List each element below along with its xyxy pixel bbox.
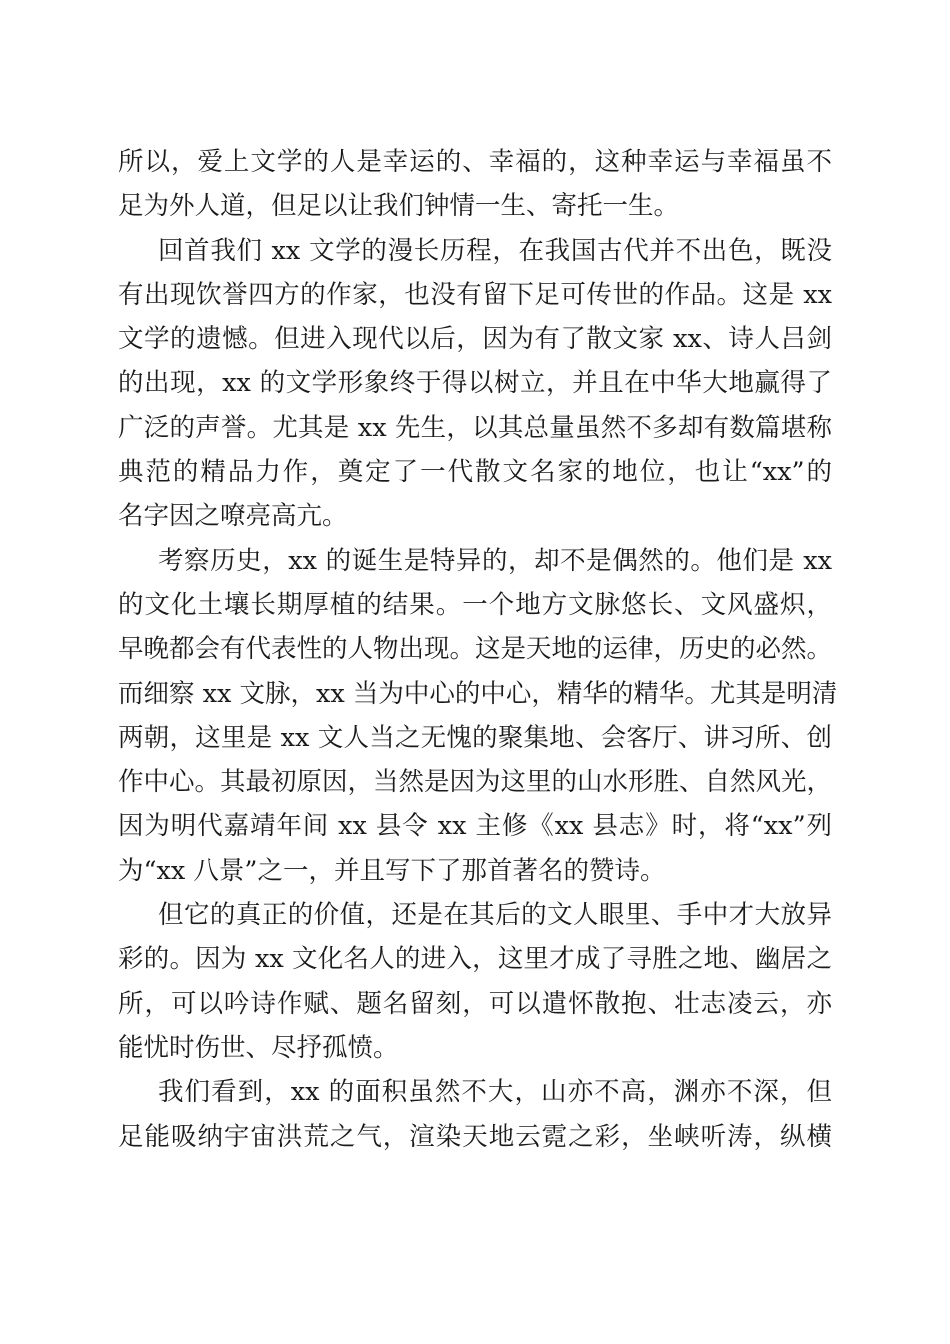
paragraph xyxy=(118,539,838,893)
text-line: 因为明代嘉靖年间 xx 县令 xx 主修《xx 县志》时，将“xx”列 xyxy=(118,811,832,842)
text-line: 足为外人道，但足以让我们钟情一生、寄托一生。 xyxy=(118,191,680,222)
text-line: 而细察 xx 文脉，xx 当为中心的中心，精华的精华。尤其是明清 xyxy=(118,678,838,709)
text-line: 能忧时伤世、尽抒孤愤。 xyxy=(118,1032,399,1063)
paragraph xyxy=(118,140,832,229)
text-line: 典范的精品力作，奠定了一代散文名家的地位，也让“xx”的 xyxy=(118,457,832,488)
text-line: 早晚都会有代表性的人物出现。这是天地的运律，历史的必然。 xyxy=(118,634,833,665)
text-line: 彩的。因为 xx 文化名人的进入，这里才成了寻胜之地、幽居之 xyxy=(118,944,832,975)
text-line: 有出现饮誉四方的作家，也没有留下足可传世的作品。这是 xx xyxy=(118,279,832,310)
text-line: 文学的遗憾。但进入现代以后，因为有了散文家 xx、诗人吕剑 xyxy=(118,324,832,355)
paragraph xyxy=(118,1070,832,1159)
text-line: 广泛的声誉。尤其是 xx 先生，以其总量虽然不多却有数篇堪称 xyxy=(118,412,832,443)
document-body xyxy=(118,140,838,1159)
text-line: 但它的真正的价值，还是在其后的文人眼里、手中才大放异 xyxy=(158,900,832,931)
text-line: 两朝，这里是 xx 文人当之无愧的聚集地、会客厅、讲习所、创 xyxy=(118,722,832,753)
text-line: 为“xx 八景”之一，并且写下了那首著名的赞诗。 xyxy=(118,855,666,886)
text-line: 回首我们 xx 文学的漫长历程，在我国古代并不出色，既没 xyxy=(158,235,832,266)
text-line: 作中心。其最初原因，当然是因为这里的山水形胜、自然风光， xyxy=(118,767,833,798)
text-line: 考察历史，xx 的诞生是特异的，却不是偶然的。他们是 xx xyxy=(158,545,832,576)
paragraph xyxy=(118,893,832,1070)
text-line: 名字因之嘹亮高亢。 xyxy=(118,501,348,532)
text-line: 所，可以吟诗作赋、题名留刻，可以遣怀散抱、壮志凌云，亦 xyxy=(118,988,832,1019)
text-line: 所以，爱上文学的人是幸运的、幸福的，这种幸运与幸福虽不 xyxy=(118,147,832,177)
text-line: 我们看到，xx 的面积虽然不大，山亦不高，渊亦不深，但 xyxy=(158,1077,832,1108)
text-line: 的出现，xx 的文学形象终于得以树立，并且在中华大地赢得了 xyxy=(118,368,832,399)
text-line: 的文化土壤长期厚植的结果。一个地方文脉悠长、文风盛炽， xyxy=(118,589,832,620)
text-line: 足能吸纳宇宙洪荒之气，渲染天地云霓之彩，坐峡听涛，纵横 xyxy=(118,1121,832,1152)
paragraph xyxy=(118,229,832,539)
